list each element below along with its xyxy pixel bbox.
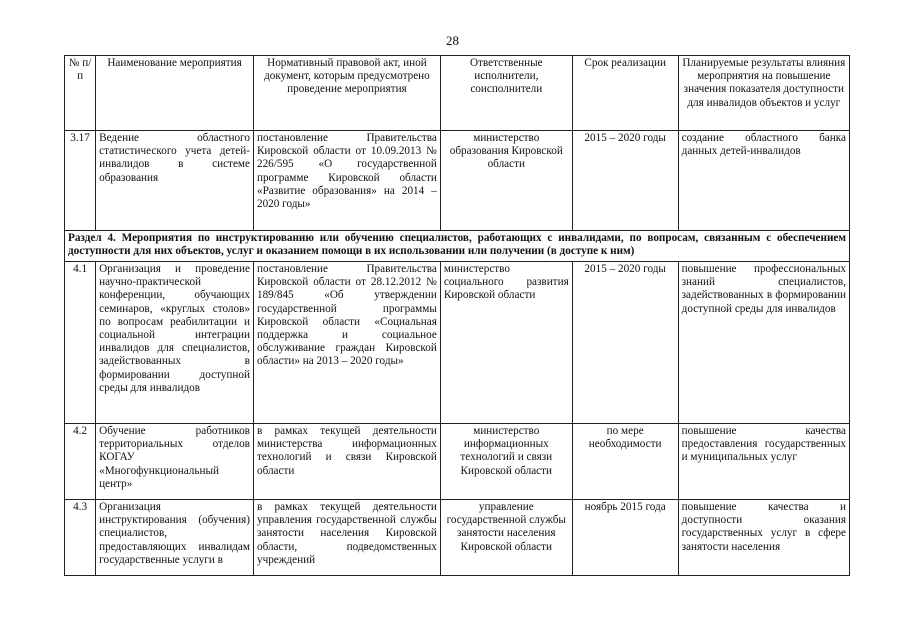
row-result: создание областного банка данных детей-инвалидов (678, 131, 849, 231)
row-executors: управление государственной службы занятости населения Кировской области (440, 500, 572, 576)
row-result: повышение качества предоставления государственных и муниципальных услуг (678, 424, 849, 500)
measures-table (64, 55, 850, 576)
header-name: Наименование мероприятия (96, 56, 254, 131)
row-name: Организация инструктирования (обучения) специалистов, предоставляющих инвалидам государственные услуги в (96, 500, 254, 576)
section-row (65, 231, 850, 262)
row-act: постановление Правительства Кировской области от 28.12.2012 № 189/845 «Об утверждении государственной программы Кировской области «Социальная поддержка и социальное обслуживание граждан Кировской области» на 2013 – 2020 годы» (253, 262, 440, 424)
row-name: Обучение работников территориальных отделов КОГАУ «Многофункциональный центр» (96, 424, 254, 500)
row-executors: министерство информационных технологий и связи Кировской области (440, 424, 572, 500)
page-number: 28 (446, 33, 459, 48)
row-num: 4.2 (65, 424, 96, 500)
header-num: № п/п (65, 56, 96, 131)
header-result: Планируемые результаты влияния мероприятия на повышение значения показателя доступности для инвалидов объектов и услуг (678, 56, 849, 131)
row-executors: министерство социального развития Кировской области (440, 262, 572, 424)
table-header-row (65, 56, 850, 131)
row-term: 2015 – 2020 годы (572, 262, 678, 424)
header-term: Срок реализации (572, 56, 678, 131)
row-executors: министерство образования Кировской области (440, 131, 572, 231)
row-term: 2015 – 2020 годы (572, 131, 678, 231)
table-row (65, 131, 850, 231)
header-executors: Ответственные исполнители, соисполнители (440, 56, 572, 131)
row-act: в рамках текущей деятельности управления государственной службы занятости населения Кировской области, подведомственных учреждений (253, 500, 440, 576)
table-row (65, 500, 850, 576)
row-num: 3.17 (65, 131, 96, 231)
row-num: 4.3 (65, 500, 96, 576)
row-name: Ведение областного статистического учета детей-инвалидов в системе образования (96, 131, 254, 231)
row-result: повышение профессиональных знаний специалистов, задействованных в формировании доступной среды для инвалидов (678, 262, 849, 424)
row-name: Организация и проведение научно-практической конференции, обучающих семинаров, «круглых столов» по вопросам реабилитации и социальной интеграции инвалидов для специалистов, задействованных в формировании доступной среды для инвалидов (96, 262, 254, 424)
row-num: 4.1 (65, 262, 96, 424)
row-act: в рамках текущей деятельности министерства информационных технологий и связи Кировской области (253, 424, 440, 500)
row-act: постановление Правительства Кировской области от 10.09.2013 № 226/595 «О государственной программе Кировской области «Развитие образования» на 2014 – 2020 годы» (253, 131, 440, 231)
section-title: Раздел 4. Мероприятия по инструктированию или обучению специалистов, работающих с инвалидами, по вопросам, связанным с обеспечением доступности для них объектов, услуг и оказанием помощи в их использовании или получении (в доступе к ним) (65, 231, 850, 262)
table-row (65, 424, 850, 500)
header-act: Нормативный правовой акт, иной документ, которым предусмотрено проведение мероприятия (253, 56, 440, 131)
row-term: ноябрь 2015 года (572, 500, 678, 576)
row-term: по мере необходимости (572, 424, 678, 500)
table-row (65, 262, 850, 424)
row-result: повышение качества и доступности оказания государственных услуг в сфере занятости населения (678, 500, 849, 576)
